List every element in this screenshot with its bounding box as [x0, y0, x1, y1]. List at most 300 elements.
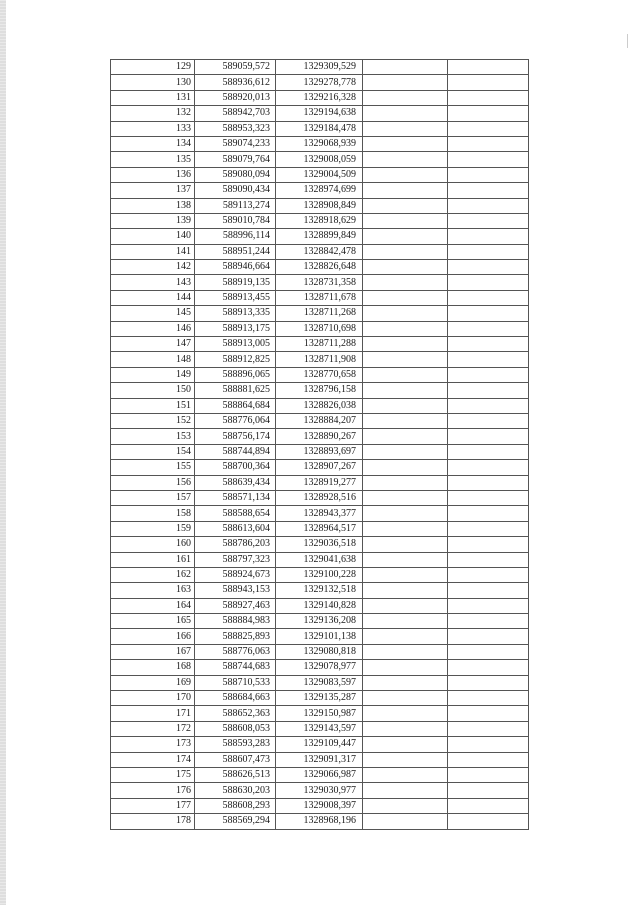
table-row	[111, 490, 529, 505]
empty-cell	[448, 644, 529, 659]
empty-cell	[448, 614, 529, 629]
x-coordinate-cell: 588588,654	[195, 506, 276, 521]
x-coordinate-cell: 588884,983	[195, 614, 276, 629]
x-coordinate-cell: 589080,094	[195, 167, 276, 182]
y-coordinate-cell: 1329140,828	[276, 598, 363, 613]
empty-cell	[448, 444, 529, 459]
y-coordinate-cell: 1329109,447	[276, 737, 363, 752]
x-coordinate-cell: 588946,664	[195, 260, 276, 275]
table-row	[111, 537, 529, 552]
x-coordinate-cell: 588912,825	[195, 352, 276, 367]
x-coordinate-cell: 588825,893	[195, 629, 276, 644]
table-row	[111, 275, 529, 290]
empty-cell	[448, 167, 529, 182]
empty-cell	[448, 721, 529, 736]
table-row	[111, 75, 529, 90]
table-row	[111, 583, 529, 598]
x-coordinate-cell: 588881,625	[195, 383, 276, 398]
y-coordinate-cell: 1328770,658	[276, 367, 363, 382]
empty-cell	[363, 644, 448, 659]
point-number-cell: 141	[111, 244, 195, 259]
empty-cell	[363, 198, 448, 213]
empty-cell	[363, 383, 448, 398]
x-coordinate-cell: 588919,135	[195, 275, 276, 290]
y-coordinate-cell: 1328711,678	[276, 290, 363, 305]
empty-cell	[448, 244, 529, 259]
x-coordinate-cell: 588652,363	[195, 706, 276, 721]
point-number-cell: 147	[111, 337, 195, 352]
empty-cell	[363, 752, 448, 767]
empty-cell	[363, 583, 448, 598]
empty-cell	[363, 521, 448, 536]
y-coordinate-cell: 1328711,288	[276, 337, 363, 352]
y-coordinate-cell: 1329004,509	[276, 167, 363, 182]
point-number-cell: 135	[111, 152, 195, 167]
point-number-cell: 149	[111, 367, 195, 382]
empty-cell	[448, 706, 529, 721]
scan-mark	[627, 34, 628, 48]
empty-cell	[363, 75, 448, 90]
point-number-cell: 130	[111, 75, 195, 90]
empty-cell	[448, 229, 529, 244]
point-number-cell: 151	[111, 398, 195, 413]
y-coordinate-cell: 1328899,849	[276, 229, 363, 244]
x-coordinate-cell: 588927,463	[195, 598, 276, 613]
y-coordinate-cell: 1328711,908	[276, 352, 363, 367]
point-number-cell: 136	[111, 167, 195, 182]
y-coordinate-cell: 1328964,517	[276, 521, 363, 536]
x-coordinate-cell: 588607,473	[195, 752, 276, 767]
point-number-cell: 162	[111, 567, 195, 582]
empty-cell	[363, 321, 448, 336]
y-coordinate-cell: 1328968,196	[276, 814, 363, 829]
empty-cell	[448, 567, 529, 582]
empty-cell	[448, 75, 529, 90]
table-row	[111, 521, 529, 536]
empty-cell	[363, 721, 448, 736]
empty-cell	[448, 337, 529, 352]
y-coordinate-cell: 1328826,038	[276, 398, 363, 413]
table-row	[111, 367, 529, 382]
point-number-cell: 155	[111, 460, 195, 475]
x-coordinate-cell: 588936,612	[195, 75, 276, 90]
point-number-cell: 177	[111, 798, 195, 813]
y-coordinate-cell: 1329080,818	[276, 644, 363, 659]
y-coordinate-cell: 1329066,987	[276, 767, 363, 782]
empty-cell	[448, 675, 529, 690]
x-coordinate-cell: 588776,064	[195, 413, 276, 428]
table-row	[111, 475, 529, 490]
y-coordinate-cell: 1328890,267	[276, 429, 363, 444]
point-number-cell: 163	[111, 583, 195, 598]
empty-cell	[363, 183, 448, 198]
x-coordinate-cell: 588569,294	[195, 814, 276, 829]
point-number-cell: 133	[111, 121, 195, 136]
empty-cell	[448, 198, 529, 213]
empty-cell	[363, 152, 448, 167]
empty-cell	[448, 383, 529, 398]
x-coordinate-cell: 588756,174	[195, 429, 276, 444]
table-row	[111, 798, 529, 813]
empty-cell	[448, 183, 529, 198]
empty-cell	[363, 490, 448, 505]
x-coordinate-cell: 588571,134	[195, 490, 276, 505]
empty-cell	[363, 244, 448, 259]
x-coordinate-cell: 588953,323	[195, 121, 276, 136]
y-coordinate-cell: 1329091,317	[276, 752, 363, 767]
x-coordinate-cell: 588608,053	[195, 721, 276, 736]
empty-cell	[363, 460, 448, 475]
empty-cell	[363, 691, 448, 706]
coordinates-table-body	[111, 60, 529, 830]
point-number-cell: 173	[111, 737, 195, 752]
point-number-cell: 137	[111, 183, 195, 198]
point-number-cell: 140	[111, 229, 195, 244]
empty-cell	[363, 229, 448, 244]
y-coordinate-cell: 1329083,597	[276, 675, 363, 690]
empty-cell	[363, 337, 448, 352]
x-coordinate-cell: 588639,434	[195, 475, 276, 490]
x-coordinate-cell: 588896,065	[195, 367, 276, 382]
empty-cell	[363, 567, 448, 582]
x-coordinate-cell: 588864,684	[195, 398, 276, 413]
empty-cell	[363, 629, 448, 644]
empty-cell	[448, 490, 529, 505]
y-coordinate-cell: 1329143,597	[276, 721, 363, 736]
point-number-cell: 153	[111, 429, 195, 444]
empty-cell	[448, 460, 529, 475]
y-coordinate-cell: 1329216,328	[276, 90, 363, 105]
x-coordinate-cell: 588913,335	[195, 306, 276, 321]
x-coordinate-cell: 588608,293	[195, 798, 276, 813]
table-row	[111, 814, 529, 829]
empty-cell	[363, 290, 448, 305]
table-row	[111, 306, 529, 321]
x-coordinate-cell: 589090,434	[195, 183, 276, 198]
table-row	[111, 691, 529, 706]
table-row	[111, 352, 529, 367]
empty-cell	[363, 167, 448, 182]
x-coordinate-cell: 588797,323	[195, 552, 276, 567]
point-number-cell: 165	[111, 614, 195, 629]
table-row	[111, 767, 529, 782]
point-number-cell: 168	[111, 660, 195, 675]
empty-cell	[448, 598, 529, 613]
point-number-cell: 142	[111, 260, 195, 275]
table-row	[111, 429, 529, 444]
empty-cell	[448, 152, 529, 167]
x-coordinate-cell: 588913,175	[195, 321, 276, 336]
point-number-cell: 139	[111, 213, 195, 228]
point-number-cell: 167	[111, 644, 195, 659]
empty-cell	[448, 121, 529, 136]
table-row	[111, 229, 529, 244]
empty-cell	[448, 629, 529, 644]
point-number-cell: 157	[111, 490, 195, 505]
point-number-cell: 171	[111, 706, 195, 721]
empty-cell	[363, 552, 448, 567]
empty-cell	[448, 767, 529, 782]
empty-cell	[448, 798, 529, 813]
coordinates-table	[110, 59, 529, 830]
empty-cell	[363, 413, 448, 428]
point-number-cell: 166	[111, 629, 195, 644]
table-row	[111, 413, 529, 428]
empty-cell	[448, 321, 529, 336]
table-row	[111, 506, 529, 521]
point-number-cell: 146	[111, 321, 195, 336]
empty-cell	[363, 90, 448, 105]
x-coordinate-cell: 589010,784	[195, 213, 276, 228]
empty-cell	[363, 260, 448, 275]
table-row	[111, 444, 529, 459]
empty-cell	[448, 783, 529, 798]
y-coordinate-cell: 1329036,518	[276, 537, 363, 552]
empty-cell	[363, 106, 448, 121]
empty-cell	[363, 814, 448, 829]
empty-cell	[363, 675, 448, 690]
table-row	[111, 598, 529, 613]
empty-cell	[448, 290, 529, 305]
table-row	[111, 213, 529, 228]
x-coordinate-cell: 588951,244	[195, 244, 276, 259]
table-row	[111, 567, 529, 582]
y-coordinate-cell: 1329194,638	[276, 106, 363, 121]
empty-cell	[448, 398, 529, 413]
table-row	[111, 183, 529, 198]
y-coordinate-cell: 1328731,358	[276, 275, 363, 290]
empty-cell	[448, 106, 529, 121]
empty-cell	[363, 213, 448, 228]
table-row	[111, 60, 529, 75]
point-number-cell: 156	[111, 475, 195, 490]
y-coordinate-cell: 1329008,059	[276, 152, 363, 167]
x-coordinate-cell: 589079,764	[195, 152, 276, 167]
empty-cell	[448, 275, 529, 290]
y-coordinate-cell: 1329101,138	[276, 629, 363, 644]
table-row	[111, 321, 529, 336]
empty-cell	[363, 506, 448, 521]
point-number-cell: 131	[111, 90, 195, 105]
y-coordinate-cell: 1329078,977	[276, 660, 363, 675]
x-coordinate-cell: 588700,364	[195, 460, 276, 475]
table-row	[111, 552, 529, 567]
y-coordinate-cell: 1328893,697	[276, 444, 363, 459]
x-coordinate-cell: 588942,703	[195, 106, 276, 121]
y-coordinate-cell: 1328826,648	[276, 260, 363, 275]
empty-cell	[363, 367, 448, 382]
table-row	[111, 152, 529, 167]
table-row	[111, 90, 529, 105]
point-number-cell: 175	[111, 767, 195, 782]
point-number-cell: 150	[111, 383, 195, 398]
point-number-cell: 148	[111, 352, 195, 367]
table-row	[111, 644, 529, 659]
empty-cell	[363, 798, 448, 813]
y-coordinate-cell: 1328907,267	[276, 460, 363, 475]
empty-cell	[448, 814, 529, 829]
empty-cell	[363, 783, 448, 798]
point-number-cell: 176	[111, 783, 195, 798]
table-row	[111, 260, 529, 275]
empty-cell	[448, 737, 529, 752]
point-number-cell: 158	[111, 506, 195, 521]
table-row	[111, 675, 529, 690]
empty-cell	[448, 306, 529, 321]
empty-cell	[363, 767, 448, 782]
point-number-cell: 152	[111, 413, 195, 428]
empty-cell	[448, 660, 529, 675]
empty-cell	[363, 60, 448, 75]
empty-cell	[448, 352, 529, 367]
empty-cell	[363, 737, 448, 752]
table-row	[111, 614, 529, 629]
x-coordinate-cell: 588924,673	[195, 567, 276, 582]
y-coordinate-cell: 1328711,268	[276, 306, 363, 321]
empty-cell	[363, 121, 448, 136]
point-number-cell: 132	[111, 106, 195, 121]
point-number-cell: 161	[111, 552, 195, 567]
empty-cell	[448, 90, 529, 105]
point-number-cell: 170	[111, 691, 195, 706]
y-coordinate-cell: 1329132,518	[276, 583, 363, 598]
y-coordinate-cell: 1329008,397	[276, 798, 363, 813]
table-row	[111, 106, 529, 121]
empty-cell	[363, 429, 448, 444]
point-number-cell: 129	[111, 60, 195, 75]
y-coordinate-cell: 1328884,207	[276, 413, 363, 428]
empty-cell	[448, 552, 529, 567]
y-coordinate-cell: 1329150,987	[276, 706, 363, 721]
x-coordinate-cell: 588630,203	[195, 783, 276, 798]
empty-cell	[448, 475, 529, 490]
y-coordinate-cell: 1328842,478	[276, 244, 363, 259]
y-coordinate-cell: 1328796,158	[276, 383, 363, 398]
x-coordinate-cell: 588684,663	[195, 691, 276, 706]
y-coordinate-cell: 1329184,478	[276, 121, 363, 136]
table-row	[111, 629, 529, 644]
empty-cell	[363, 537, 448, 552]
x-coordinate-cell: 588593,283	[195, 737, 276, 752]
y-coordinate-cell: 1328974,699	[276, 183, 363, 198]
y-coordinate-cell: 1328908,849	[276, 198, 363, 213]
empty-cell	[448, 260, 529, 275]
y-coordinate-cell: 1328943,377	[276, 506, 363, 521]
x-coordinate-cell: 589059,572	[195, 60, 276, 75]
empty-cell	[448, 367, 529, 382]
table-row	[111, 167, 529, 182]
y-coordinate-cell: 1329041,638	[276, 552, 363, 567]
point-number-cell: 134	[111, 136, 195, 151]
table-row	[111, 706, 529, 721]
empty-cell	[448, 506, 529, 521]
empty-cell	[363, 136, 448, 151]
table-row	[111, 752, 529, 767]
table-row	[111, 337, 529, 352]
empty-cell	[448, 537, 529, 552]
x-coordinate-cell: 589074,233	[195, 136, 276, 151]
table-row	[111, 783, 529, 798]
empty-cell	[448, 136, 529, 151]
point-number-cell: 144	[111, 290, 195, 305]
y-coordinate-cell: 1328928,516	[276, 490, 363, 505]
empty-cell	[448, 213, 529, 228]
empty-cell	[363, 352, 448, 367]
table-row	[111, 660, 529, 675]
y-coordinate-cell: 1329135,287	[276, 691, 363, 706]
empty-cell	[448, 429, 529, 444]
empty-cell	[448, 583, 529, 598]
y-coordinate-cell: 1328918,629	[276, 213, 363, 228]
y-coordinate-cell: 1329136,208	[276, 614, 363, 629]
table-row	[111, 460, 529, 475]
table-row	[111, 198, 529, 213]
point-number-cell: 145	[111, 306, 195, 321]
y-coordinate-cell: 1329309,529	[276, 60, 363, 75]
empty-cell	[363, 706, 448, 721]
point-number-cell: 174	[111, 752, 195, 767]
table-row	[111, 136, 529, 151]
table-row	[111, 737, 529, 752]
x-coordinate-cell: 588786,203	[195, 537, 276, 552]
table-row	[111, 383, 529, 398]
x-coordinate-cell: 588943,153	[195, 583, 276, 598]
x-coordinate-cell: 588710,533	[195, 675, 276, 690]
y-coordinate-cell: 1329030,977	[276, 783, 363, 798]
x-coordinate-cell: 588913,005	[195, 337, 276, 352]
empty-cell	[363, 306, 448, 321]
y-coordinate-cell: 1329068,939	[276, 136, 363, 151]
empty-cell	[363, 398, 448, 413]
y-coordinate-cell: 1328710,698	[276, 321, 363, 336]
point-number-cell: 169	[111, 675, 195, 690]
empty-cell	[363, 275, 448, 290]
empty-cell	[448, 413, 529, 428]
y-coordinate-cell: 1329278,778	[276, 75, 363, 90]
x-coordinate-cell: 588613,604	[195, 521, 276, 536]
empty-cell	[363, 598, 448, 613]
empty-cell	[448, 60, 529, 75]
point-number-cell: 154	[111, 444, 195, 459]
empty-cell	[448, 752, 529, 767]
empty-cell	[448, 521, 529, 536]
empty-cell	[448, 691, 529, 706]
y-coordinate-cell: 1328919,277	[276, 475, 363, 490]
x-coordinate-cell: 588913,455	[195, 290, 276, 305]
point-number-cell: 159	[111, 521, 195, 536]
empty-cell	[363, 614, 448, 629]
scan-edge-shadow	[0, 0, 6, 905]
y-coordinate-cell: 1329100,228	[276, 567, 363, 582]
table-row	[111, 721, 529, 736]
x-coordinate-cell: 588920,013	[195, 90, 276, 105]
point-number-cell: 172	[111, 721, 195, 736]
x-coordinate-cell: 588776,063	[195, 644, 276, 659]
x-coordinate-cell: 588744,894	[195, 444, 276, 459]
empty-cell	[363, 660, 448, 675]
table-row	[111, 244, 529, 259]
point-number-cell: 143	[111, 275, 195, 290]
table-row	[111, 290, 529, 305]
empty-cell	[363, 475, 448, 490]
point-number-cell: 138	[111, 198, 195, 213]
point-number-cell: 160	[111, 537, 195, 552]
point-number-cell: 164	[111, 598, 195, 613]
x-coordinate-cell: 588626,513	[195, 767, 276, 782]
table-row	[111, 398, 529, 413]
x-coordinate-cell: 589113,274	[195, 198, 276, 213]
empty-cell	[363, 444, 448, 459]
